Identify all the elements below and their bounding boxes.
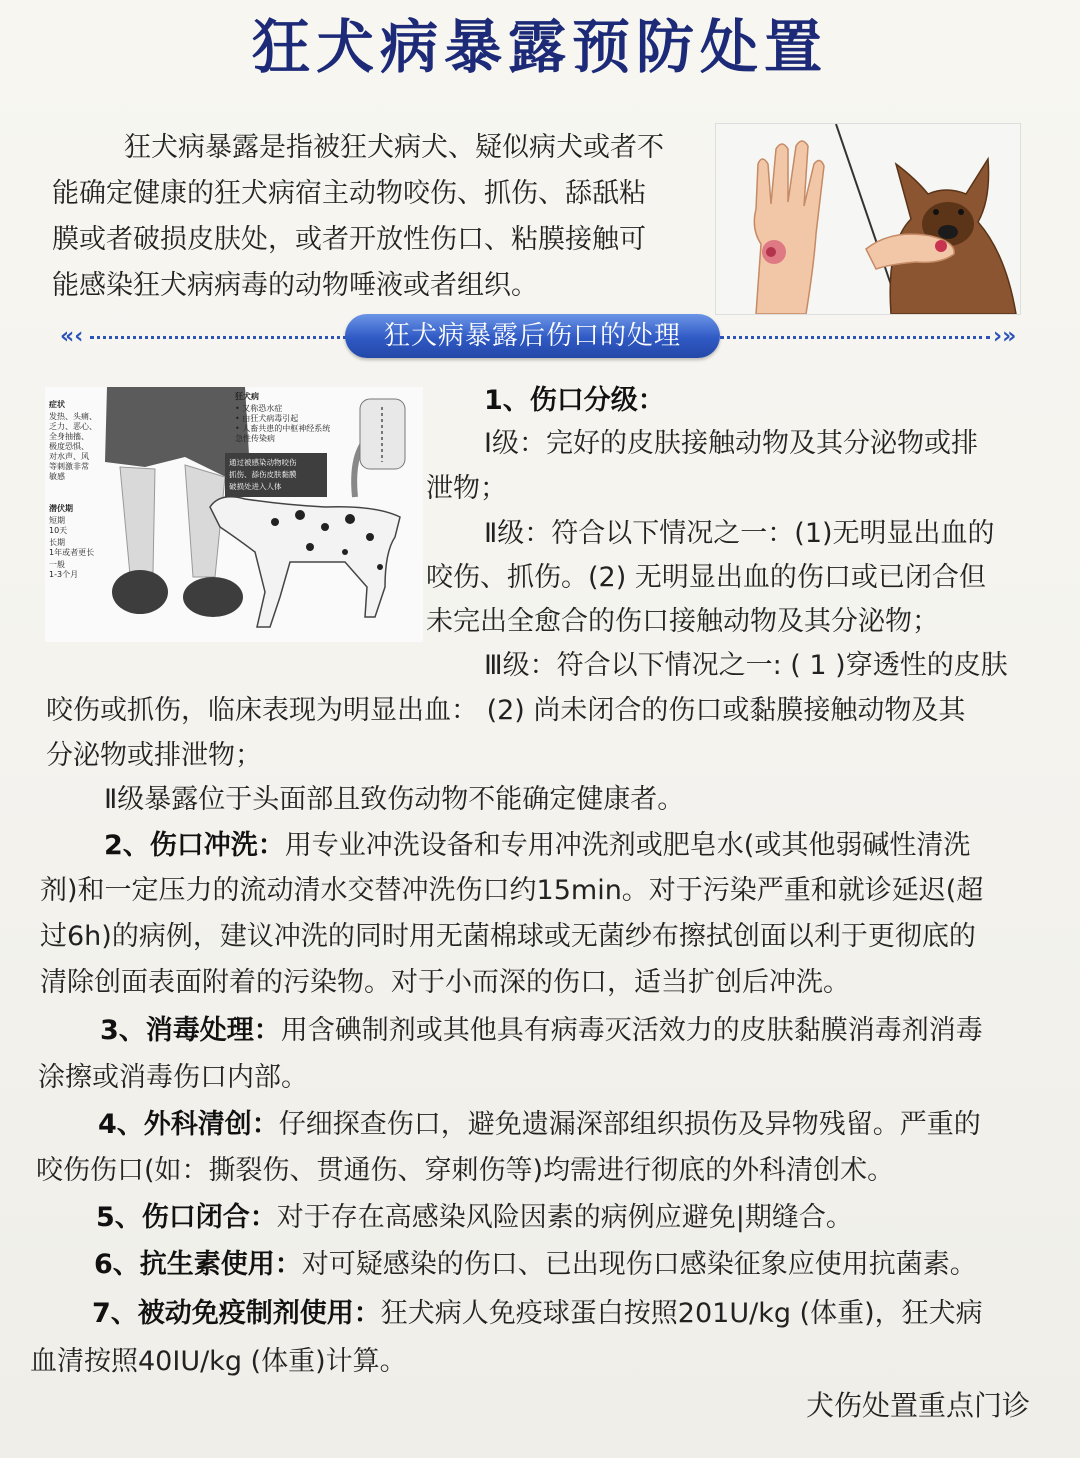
latency-text: 1年或者更长 [49, 548, 95, 557]
rabies-text: • 又称恐水症 [235, 404, 283, 413]
item-text: 涂擦或消毒伤口内部。 [38, 1062, 308, 1093]
grade-2-text: Ⅱ级：符合以下情况之一：(1)无明显出血的 [484, 518, 995, 549]
intro-paragraph [52, 125, 702, 309]
grade-note: Ⅱ级暴露位于头面部且致伤动物不能确定健康者。 [104, 784, 685, 815]
item-text: 用含碘制剂或其他具有病毒灭活效力的皮肤黏膜消毒剂消毒 [280, 1015, 983, 1046]
item-debridement [98, 1106, 981, 1144]
grading-heading: 1、伤口分级： [484, 385, 665, 416]
item-heading: 3、消毒处理： [100, 1015, 281, 1046]
diagram-box-text: 通过被感染动物咬伤 [229, 458, 297, 467]
symptom-text: 极度恐惧、 [49, 442, 89, 451]
item-text: 狂犬病人免疫球蛋白按照201U/kg (体重)，狂犬病 [380, 1298, 983, 1329]
item-heading: 6、抗生素使用： [94, 1249, 302, 1280]
hand-dog-image [716, 124, 1020, 314]
section-title: 狂犬病暴露后伤口的处理 [345, 314, 720, 358]
item-text: 血清按照40IU/kg (体重)计算。 [30, 1346, 407, 1377]
dotted-divider [720, 336, 990, 339]
grade-3-text: 咬伤或抓伤，临床表现为明显出血： (2) 尚未闭合的伤口或黏膜接触动物及其 [46, 695, 966, 726]
chevron-left-icon: «‹ [60, 324, 84, 349]
rabies-text: • 人畜共患的中枢神经系统 [235, 424, 331, 433]
item-passive-immunization [92, 1295, 983, 1333]
intro-line: 能感染狂犬病病毒的动物唾液或者组织。 [52, 270, 538, 301]
latency-text: 短期 [49, 516, 65, 525]
clinic-signature: 犬伤处置重点门诊 [806, 1389, 1031, 1422]
dog-bite-illustration [45, 387, 423, 642]
latency-text: 一般 [49, 560, 65, 569]
item-text: 咬伤伤口(如：撕裂伤、贯通伤、穿刺伤等)均需进行彻底的外科清创术。 [36, 1155, 895, 1186]
item-heading: 7、被动免疫制剂使用： [92, 1298, 381, 1329]
item-text: 仔细探查伤口，避免遗漏深部组织损伤及异物残留。严重的 [278, 1109, 981, 1140]
item-heading: 5、伤口闭合： [96, 1202, 277, 1233]
item-wound-closure [96, 1199, 853, 1237]
intro-line: 狂犬病暴露是指被狂犬病犬、疑似病犬或者不 [124, 132, 664, 163]
symptom-text: 发热、头痛、 [49, 412, 97, 421]
item-text: 用专业冲洗设备和专用冲洗剂或肥皂水(或其他弱碱性清洗 [284, 830, 971, 861]
symptom-heading: 症状 [49, 400, 65, 409]
rabies-text: 急性传染病 [235, 434, 275, 443]
chevron-right-icon: ›» [993, 324, 1017, 349]
item-text: 对于存在高感染风险因素的病例应避免|期缝合。 [276, 1202, 853, 1233]
latency-text: 长期 [49, 538, 65, 547]
rabies-text: • 由狂犬病毒引起 [235, 414, 299, 423]
diagram-box-text: 抓伤、舔伤皮肤黏膜 [229, 470, 297, 479]
symptom-text: 乏力、恶心、 [49, 422, 97, 431]
latency-heading: 潜伏期 [49, 504, 73, 513]
grade-2-text: 咬伤、抓伤。(2) 无明显出血的伤口或已闭合但 [426, 562, 986, 593]
item-wound-flushing [104, 827, 970, 865]
intro-line: 膜或者破损皮肤处，或者开放性伤口、粘膜接触可 [52, 224, 646, 255]
section-banner [60, 312, 1020, 362]
intro-line: 能确定健康的狂犬病宿主动物咬伤、抓伤、舔舐粘 [52, 178, 646, 209]
symptom-text: 敏感 [49, 472, 65, 481]
grade-1-text: 泄物； [426, 473, 507, 504]
symptom-text: 全身抽搐、 [49, 432, 89, 441]
symptom-text: 对水声、风 [49, 452, 89, 461]
item-text: 过6h)的病例，建议冲洗的同时用无菌棉球或无菌纱布擦拭创面以利于更彻底的 [40, 921, 976, 952]
grade-1-text: Ⅰ级：完好的皮肤接触动物及其分泌物或排 [484, 428, 978, 459]
item-text: 剂)和一定压力的流动清水交替冲洗伤口约15min。对于污染严重和就诊延迟(超 [40, 875, 984, 906]
grade-3-text: Ⅲ级：符合以下情况之一: ( 1 )穿透性的皮肤 [484, 650, 1008, 681]
dog-bite-diagram [45, 387, 423, 642]
grade-2-text: 未完出全愈合的伤口接触动物及其分泌物； [426, 606, 939, 637]
page-title: 狂犬病暴露预防处置 [251, 13, 828, 81]
item-text: 清除创面表面附着的污染物。对于小而深的伤口，适当扩创后冲洗。 [40, 967, 850, 998]
latency-text: 1-3个月 [49, 570, 79, 579]
latency-text: 10天 [49, 526, 68, 535]
rabies-heading: 狂犬病 [235, 392, 259, 401]
item-heading: 4、外科清创： [98, 1109, 279, 1140]
item-text: 对可疑感染的伤口、已出现伤口感染征象应使用抗菌素。 [301, 1249, 977, 1280]
hand-dog-illustration [715, 123, 1021, 315]
item-antibiotics [94, 1246, 977, 1284]
symptom-text: 等刺激非常 [49, 462, 89, 471]
item-disinfection [100, 1012, 983, 1050]
item-heading: 2、伤口冲洗： [104, 830, 285, 861]
diagram-box-text: 破损处进入人体 [229, 482, 282, 491]
grade-3-text: 分泌物或排泄物； [46, 740, 262, 771]
